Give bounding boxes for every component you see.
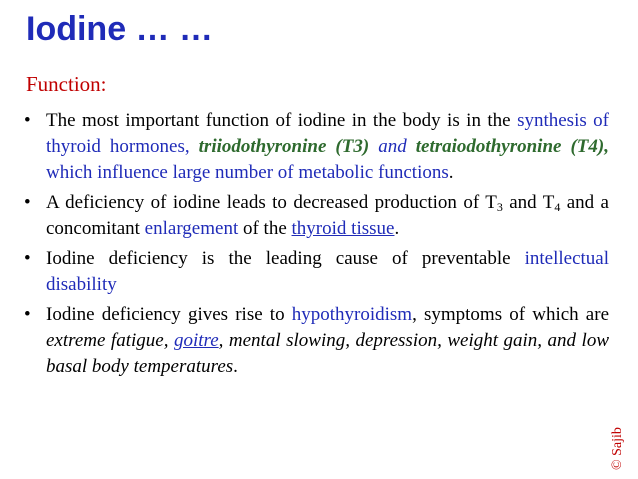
bullet-text: . [233, 356, 238, 377]
bullet-text: and T [502, 192, 555, 213]
section-subtitle: Function: [26, 72, 107, 96]
highlight-text: synthesis of thyroid hormones, [46, 110, 610, 157]
subscript: 3 [496, 200, 503, 214]
subscript: 4 [554, 200, 561, 214]
bullet-text: of the [238, 218, 292, 239]
page-title: Iodine … … [26, 10, 213, 48]
bullet-text: Iodine deficiency gives rise to [46, 304, 292, 325]
bullet-item-hypothyroidism [24, 302, 609, 380]
bullet-text: . [394, 218, 400, 239]
thyroid-tissue-link[interactable]: thyroid tissue [291, 218, 395, 239]
highlight-text: enlargement [144, 218, 239, 239]
bullet-text: . [448, 162, 454, 183]
hormone-t4: tetraiodothyronine (T4), [415, 136, 609, 157]
bullet-marker: • [24, 192, 31, 213]
bullet-text: Iodine deficiency is the leading cause of preventable [46, 248, 525, 269]
bullet-text: and a concomitant [46, 192, 609, 239]
bullet-marker: • [24, 110, 31, 131]
hormone-t3: triiodothyronine (T3) [198, 136, 370, 157]
symptom-text: , mental slowing, depression, weight gain, and low basal body temperatures [46, 330, 609, 377]
bullet-list [24, 108, 609, 384]
bullet-text: , symptoms of which are [412, 304, 610, 325]
bullet-text: The most important function of iodine in the body is in the [46, 110, 518, 131]
bullet-item-deficiency [24, 190, 609, 242]
bullet-marker: • [24, 304, 31, 325]
goitre-link[interactable]: goitre [173, 330, 219, 351]
copyright-label: © Sajib [610, 427, 625, 470]
bullet-item-intellectual-disability [24, 246, 609, 298]
highlight-text: hypothyroidism [291, 304, 413, 325]
highlight-text: intellectual disability [46, 248, 609, 295]
symptom-text: extreme fatigue, [46, 330, 174, 351]
bullet-text: and [369, 136, 416, 157]
highlight-text: which influence large number of metabolic functions [46, 162, 449, 183]
bullet-item-thyroid-hormones [24, 108, 609, 186]
bullet-marker: • [24, 248, 31, 269]
bullet-text: A deficiency of iodine leads to decreased production of T [46, 192, 497, 213]
